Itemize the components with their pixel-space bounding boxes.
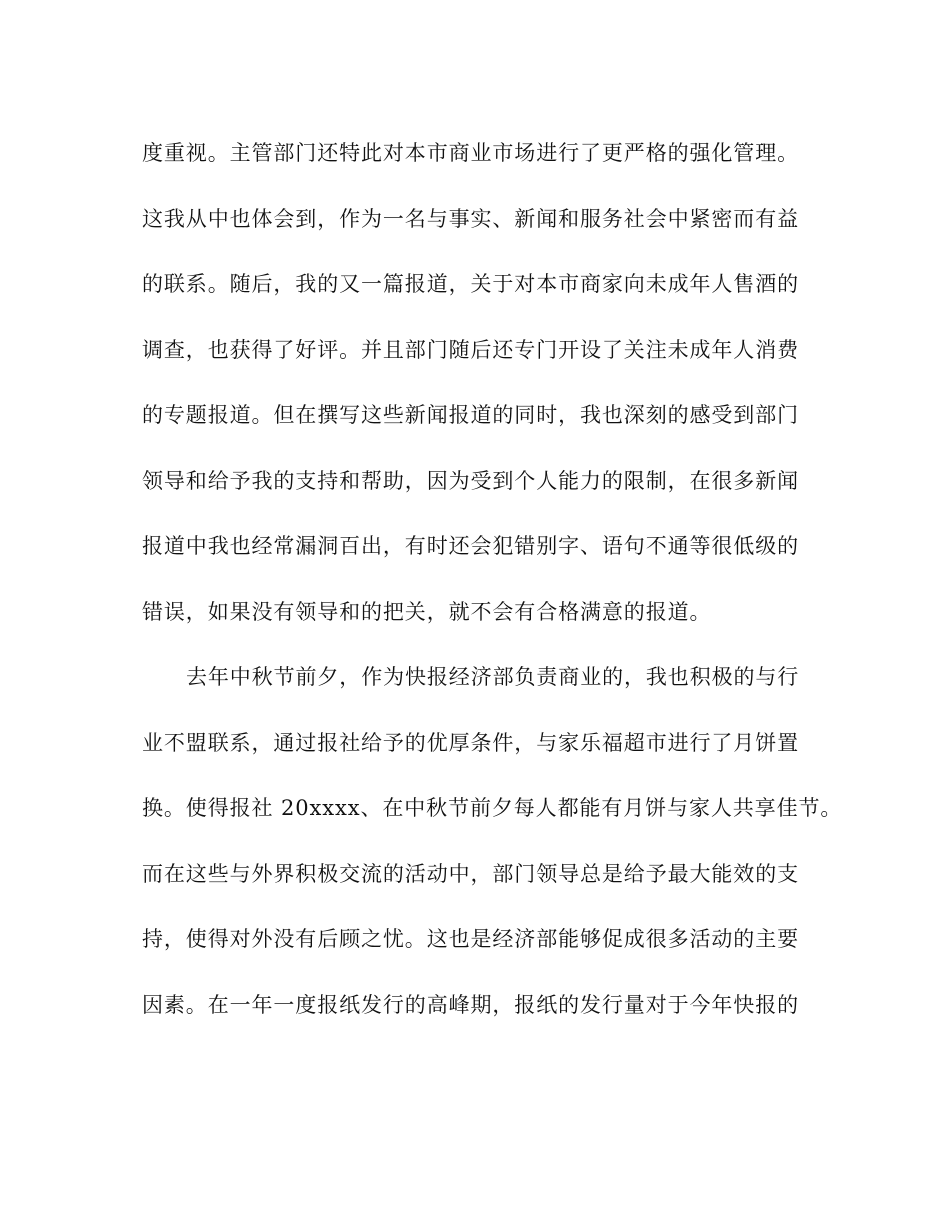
text-line: 而在这些与外界积极交流的活动中，部门领导总是给予最大能效的支: [142, 861, 799, 886]
text-line: 的专题报道。但在撰写这些新闻报道的同时，我也深刻的感受到部门: [142, 403, 799, 427]
text-line: 错误，如果没有领导和的把关，就不会有合格满意的报道。: [142, 599, 712, 624]
text-line: 度重视。主管部门还特此对本市商业市场进行了更严格的强化管理。: [142, 141, 799, 165]
text-line: 领导和给予我的支持和帮助，因为受到个人能力的限制，在很多新闻: [142, 468, 799, 493]
body-text: [142, 121, 842, 1038]
text-line: 的联系。随后，我的又一篇报道，关于对本市商家向未成年人售酒的: [142, 272, 799, 296]
text-line: 这我从中也体会到，作为一名与事实、新闻和服务社会中紧密而有益: [142, 206, 799, 231]
text-line: 调查，也获得了好评。并且部门随后还专门开设了关注未成年人消费: [142, 337, 799, 362]
text-line: 业不盟联系，通过报社给予的优厚条件，与家乐福超市进行了月饼置: [142, 730, 799, 755]
text-line: 换。使得报社 20xxxx、在中秋节前夕每人都能有月饼与家人共享佳节。: [142, 796, 843, 820]
paragraph-start-line: 去年中秋节前夕，作为快报经济部负责商业的，我也积极的与行: [186, 665, 800, 689]
text-line: 因素。在一年一度报纸发行的高峰期，报纸的发行量对于今年快报的: [142, 992, 799, 1017]
text-line: 持，使得对外没有后顾之忧。这也是经济部能够促成很多活动的主要: [142, 927, 799, 951]
text-line: 报道中我也经常漏洞百出，有时还会犯错别字、语句不通等很低级的: [142, 534, 799, 558]
